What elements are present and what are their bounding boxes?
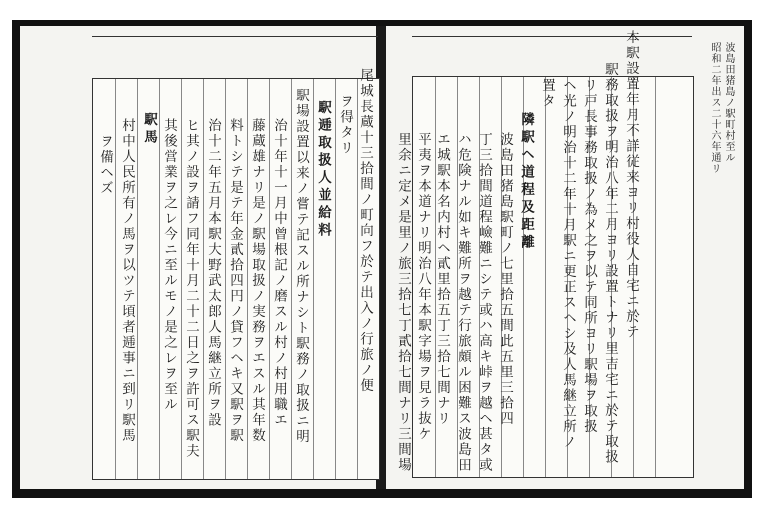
column-rule xyxy=(115,79,116,479)
margin-annotation: 波島田猪島ノ駅町村至ル xyxy=(723,42,734,163)
text-column: ヒ其ノ設ヲ請フ同年十月二十二日之ヲ許可ス駅夫 xyxy=(183,118,199,459)
text-column: 尾城長蔵十三拾間ノ町向フ於テ出入ノ行旅ノ便 xyxy=(357,68,373,394)
column-rule xyxy=(545,77,546,477)
text-column: 波島田猪島駅町ノ七里拾五間此五里三拾四 xyxy=(497,132,513,427)
section-heading: 駅馬 xyxy=(141,112,157,147)
left-page xyxy=(20,26,376,489)
text-column: 藤蔵雄ナリ是ノ駅場取扱ノ実務ヲエスル其年数 xyxy=(249,118,265,444)
text-column: エ城駅本名内村ヘ貳里拾五丁三拾七間ナリ xyxy=(434,132,450,427)
section-heading: 隣駅ヘ道程及距離 xyxy=(518,112,534,252)
text-column: ヲ得タリ xyxy=(337,94,353,156)
section-heading: 駅逓取扱人並給料 xyxy=(315,100,331,240)
text-column: 丁三拾間道程嶮難ニシテ或ハ高キ峠ヲ越ヘ甚タ或 xyxy=(476,132,492,473)
text-column: 料トシテ是テ年金貳拾四円ノ貸フヘキ又駅ヲ駅 xyxy=(227,118,243,444)
text-column: 本駅設置年月不詳従来ヨリ村役人自宅ニ於テ xyxy=(623,30,639,340)
text-column: ヘ光ノ明治十二年十月駅ニ更正スヘシ及人馬継立所ノ xyxy=(560,78,576,450)
right-top-rule xyxy=(412,36,692,37)
text-column: 里余ニ定メ是里ノ旅三拾七丁貳拾七間ナリ三間場 xyxy=(395,132,411,473)
text-column: 置タ xyxy=(539,78,555,109)
text-column: 治十二年五月本駅大野武太郎人馬継立所ヲ設 xyxy=(205,118,221,428)
text-column: 駅場設置以来ノ嘗テ記スル所ナシト駅務ノ取扱ニ明 xyxy=(293,88,309,445)
right-page xyxy=(386,26,744,489)
margin-annotation: 昭和二年出ス二十六年通リ xyxy=(709,42,720,174)
text-column: 駅務取扱ヲ明治八年二月ヨリ設置トナリ里吉宅ニ於テ取扱 xyxy=(602,62,618,465)
text-column: ヲ備ヘズ xyxy=(97,134,113,196)
text-column: 其後営業ヲ之レ今ニ至ルモノ是之レヲ至ル xyxy=(161,118,177,413)
text-column: リ戸長事務取扱ノ為メ之ヲ以テ同所ヨリ駅場ヲ取扱 xyxy=(581,78,597,435)
text-column: 村中人民所有ノ馬ヲ以ツテ頃者逓事ニ到リ駅馬 xyxy=(119,118,135,444)
text-column: 平夷ヲ本道ナリ明治八年本駅字場ヲ見ラ抜ケ xyxy=(415,132,431,442)
text-column: 治十年十一月中曾根記ノ磨スル村ノ村用職エ xyxy=(271,118,287,428)
column-rule xyxy=(137,79,138,479)
text-column: ハ危険ナル如キ難所ヲ越テ行旅頗ル困難ス波島田 xyxy=(455,132,471,473)
left-top-rule xyxy=(92,36,378,37)
column-rule xyxy=(655,77,656,477)
